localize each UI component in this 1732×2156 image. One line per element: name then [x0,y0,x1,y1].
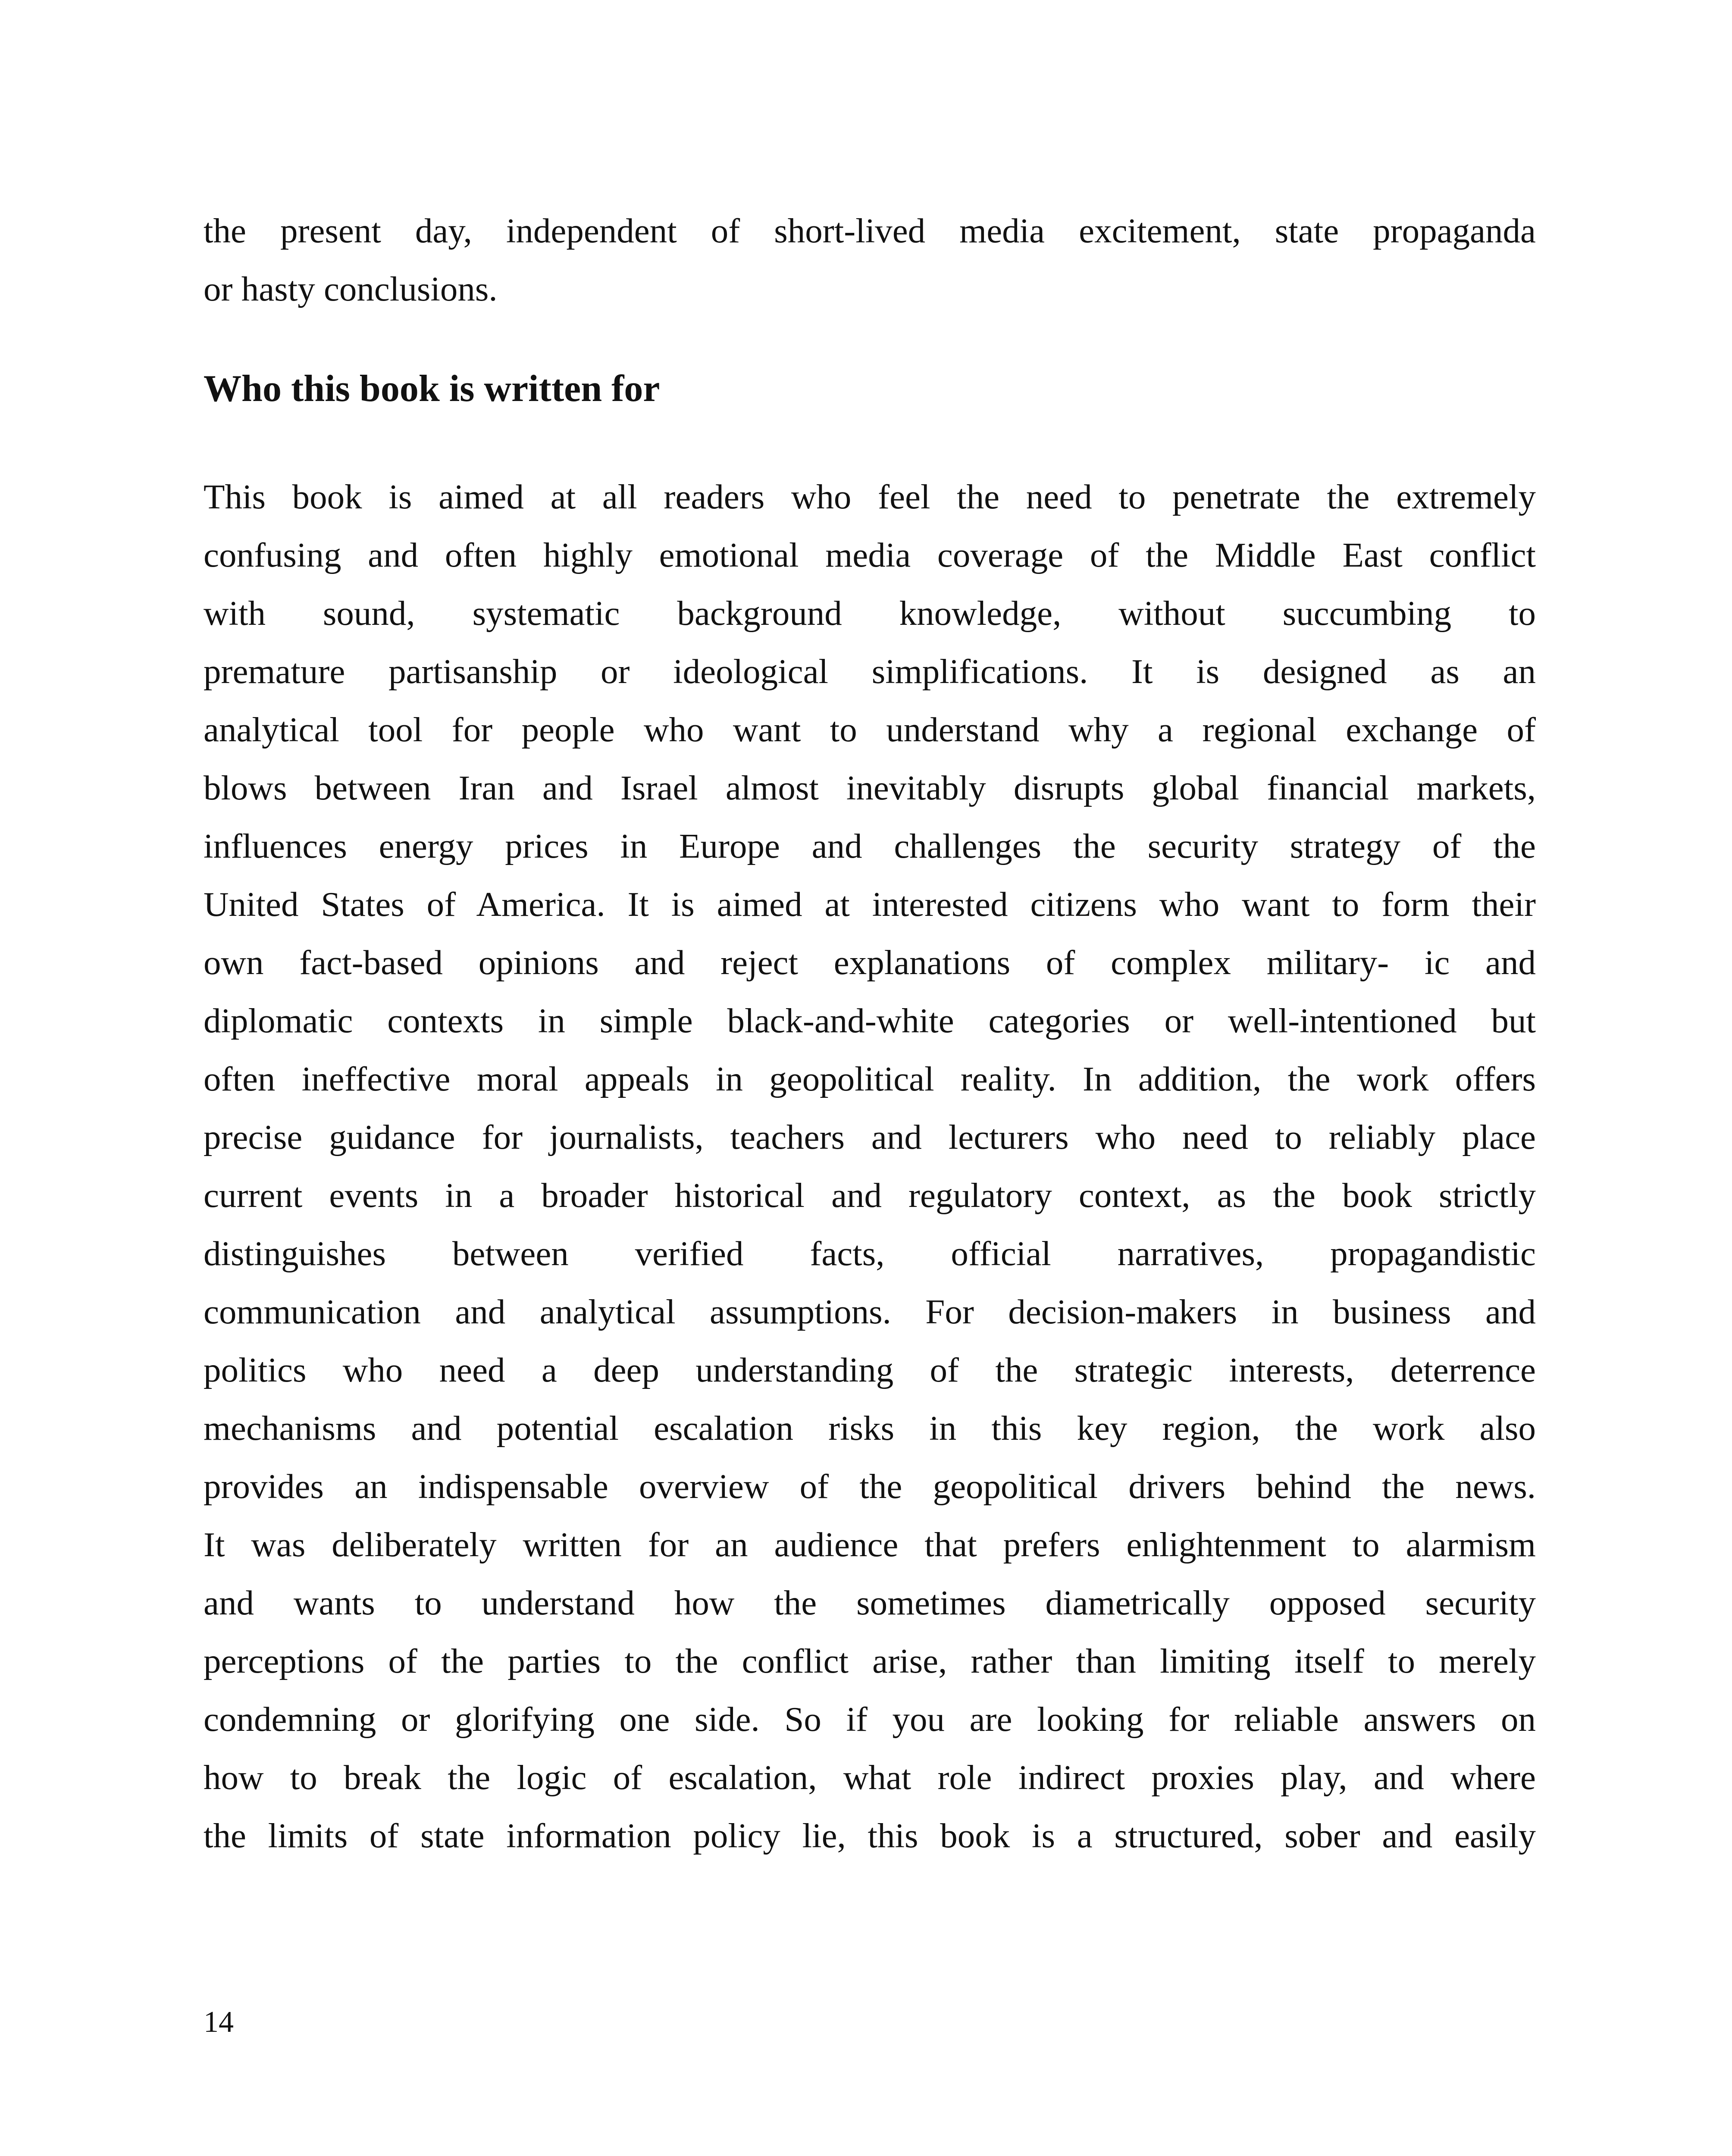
body-line: blows between Iran and Israel almost inevitably disrupts global financial markets, [204,768,1536,807]
body-line: It was deliberately written for an audience that prefers enlightenment to alarmism [204,1525,1536,1564]
body-line: the limits of state information policy lie, this book is a structured, sober and easily [204,1816,1536,1855]
body-line: distinguishes between verified facts, official narratives, propagandistic [204,1234,1536,1273]
body-paragraph [204,468,1536,1865]
intro-line: or hasty conclusions. [204,270,498,308]
body-line: This book is aimed at all readers who feel the need to penetrate the extremely [204,477,1536,516]
section-heading: Who this book is written for [204,368,660,410]
body-line: current events in a broader historical and regulatory context, as the book strictly [204,1176,1536,1215]
body-line: own fact-based opinions and reject explanations of complex military- ic and [204,943,1536,982]
body-line: mechanisms and potential escalation risks in this key region, the work also [204,1409,1536,1448]
page-number: 14 [204,2006,234,2039]
intro-paragraph [204,202,1536,318]
body-line: how to break the logic of escalation, what role indirect proxies play, and where [204,1758,1536,1797]
body-line: politics who need a deep understanding of the strategic interests, deterrence [204,1351,1536,1389]
body-line: influences energy prices in Europe and challenges the security strategy of the [204,827,1536,865]
intro-line: the present day, independent of short-lived media excitement, state propaganda [204,211,1536,250]
body-line: premature partisanship or ideological simplifications. It is designed as an [204,652,1536,691]
body-line: confusing and often highly emotional media coverage of the Middle East conflict [204,536,1536,574]
body-line: communication and analytical assumptions. For decision-makers in business and [204,1292,1536,1331]
body-line: condemning or glorifying one side. So if you are looking for reliable answers on [204,1700,1536,1739]
body-line: with sound, systematic background knowledge, without succumbing to [204,594,1536,633]
body-line: perceptions of the parties to the conflict arise, rather than limiting itself to merely [204,1642,1536,1680]
body-line: analytical tool for people who want to understand why a regional exchange of [204,710,1536,749]
body-line: often ineffective moral appeals in geopolitical reality. In addition, the work offers [204,1059,1536,1098]
body-line: United States of America. It is aimed at interested citizens who want to form their [204,885,1536,924]
body-line: precise guidance for journalists, teachers and lecturers who need to reliably place [204,1118,1536,1156]
body-line: and wants to understand how the sometimes diametrically opposed security [204,1583,1536,1622]
body-line: diplomatic contexts in simple black-and-white categories or well-intentioned but [204,1001,1536,1040]
body-line: provides an indispensable overview of the geopolitical drivers behind the news. [204,1467,1536,1506]
